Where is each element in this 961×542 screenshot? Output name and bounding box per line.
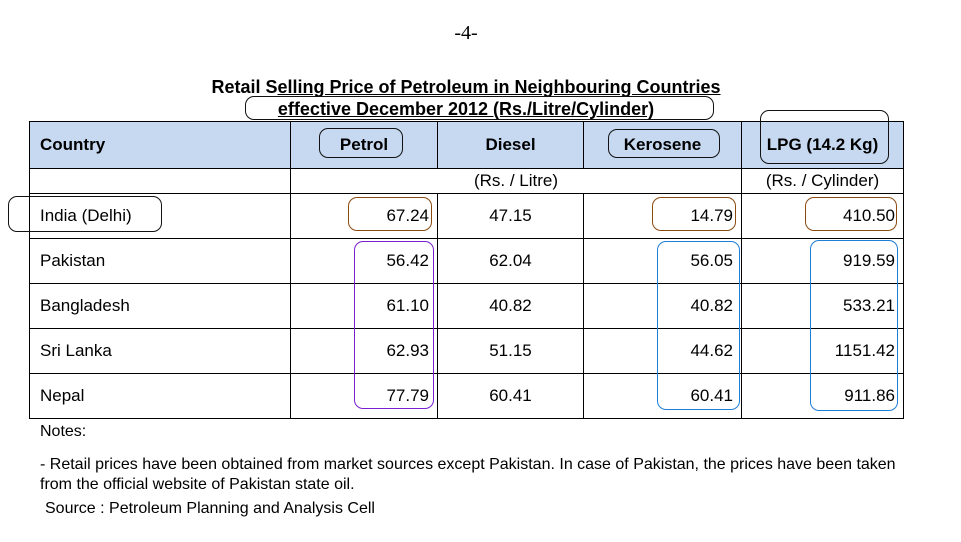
notes-body: - Retail prices have been obtained from market sources except Pakistan. In case of Pakistan, the prices have been taken from the official website of Pakistan state oil.: [40, 456, 896, 493]
cell-country: Nepal: [30, 374, 291, 419]
table-title-rest: elling Price of Petroleum in Neighbouring Countries: [277, 77, 721, 97]
table-row: [30, 374, 904, 419]
table-row: [30, 329, 904, 374]
cell-diesel: 60.41: [438, 374, 584, 419]
notes-source: Source : Petroleum Planning and Analysis Cell: [45, 500, 375, 517]
table-row: [30, 284, 904, 329]
units-litre: (Rs. / Litre): [291, 169, 742, 194]
table-row: [30, 194, 904, 239]
cell-diesel: 62.04: [438, 239, 584, 284]
cell-petrol: 56.42: [291, 239, 438, 284]
table-subtitle: effective December 2012 (Rs./Litre/Cylinder): [277, 99, 655, 119]
cell-petrol: 62.93: [291, 329, 438, 374]
cell-country: India (Delhi): [30, 194, 291, 239]
header-lpg: LPG (14.2 Kg): [742, 122, 904, 169]
page-number: -4-: [454, 22, 478, 44]
notes-label: Notes:: [40, 423, 87, 440]
cell-lpg: 533.21: [742, 284, 904, 329]
cell-diesel: 51.15: [438, 329, 584, 374]
cell-kerosene: 14.79: [584, 194, 742, 239]
header-petrol: Petrol: [291, 122, 438, 169]
header-country: Country: [30, 122, 291, 169]
cell-diesel: 47.15: [438, 194, 584, 239]
cell-lpg: 919.59: [742, 239, 904, 284]
table-title-start: Retail S: [211, 77, 278, 97]
cell-country: Sri Lanka: [30, 329, 291, 374]
cell-petrol: 77.79: [291, 374, 438, 419]
table-title: [0, 77, 932, 97]
cell-kerosene: 44.62: [584, 329, 742, 374]
header-kerosene: Kerosene: [584, 122, 742, 169]
table-row: [30, 239, 904, 284]
units-empty: [30, 169, 291, 194]
cell-lpg: 911.86: [742, 374, 904, 419]
header-row: [30, 122, 904, 169]
units-cylinder: (Rs. / Cylinder): [742, 169, 904, 194]
cell-lpg: 410.50: [742, 194, 904, 239]
cell-kerosene: 60.41: [584, 374, 742, 419]
cell-petrol: 61.10: [291, 284, 438, 329]
cell-petrol: 67.24: [291, 194, 438, 239]
cell-kerosene: 56.05: [584, 239, 742, 284]
header-diesel: Diesel: [438, 122, 584, 169]
cell-kerosene: 40.82: [584, 284, 742, 329]
price-table: [29, 121, 904, 419]
cell-country: Pakistan: [30, 239, 291, 284]
units-row: [30, 169, 904, 194]
cell-diesel: 40.82: [438, 284, 584, 329]
cell-country: Bangladesh: [30, 284, 291, 329]
cell-lpg: 1151.42: [742, 329, 904, 374]
